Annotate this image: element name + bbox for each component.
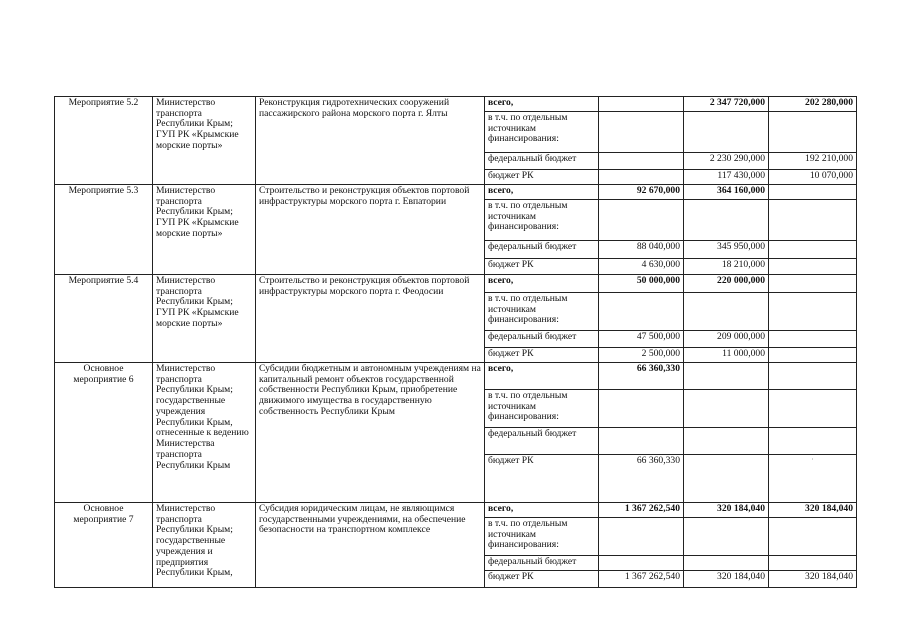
event-name-cell: Основное мероприятие 7 <box>55 503 153 588</box>
amount-cell <box>769 185 857 200</box>
source-label-cell: федеральный бюджет <box>485 556 599 571</box>
source-label-cell: в т.ч. по отдельным источникам финансирования: <box>485 293 599 331</box>
amount-cell <box>769 556 857 571</box>
amount-cell <box>769 259 857 275</box>
amount-cell <box>599 293 684 331</box>
source-label-cell: бюджет РК <box>485 259 599 275</box>
amount-cell <box>769 518 857 556</box>
source-label-cell: бюджет РК <box>485 170 599 185</box>
amount-cell <box>684 363 769 390</box>
source-label-cell: федеральный бюджет <box>485 428 599 455</box>
amount-cell: 2 500,000 <box>599 348 684 363</box>
amount-cell <box>684 556 769 571</box>
amount-cell: 345 950,000 <box>684 241 769 259</box>
amount-cell: 2 230 290,000 <box>684 153 769 170</box>
amount-cell <box>769 293 857 331</box>
table-row <box>55 275 857 293</box>
source-label-cell: в т.ч. по отдельным источникам финансирования: <box>485 200 599 241</box>
amount-cell: 1 367 262,540 <box>599 503 684 518</box>
amount-cell: 364 160,000 <box>684 185 769 200</box>
event-name-cell: Мероприятие 5.4 <box>55 275 153 363</box>
amount-cell <box>599 112 684 153</box>
amount-cell: 209 000,000 <box>684 331 769 348</box>
amount-cell <box>599 153 684 170</box>
description-cell: Субсидии бюджетным и автономным учреждениям на капитальный ремонт объектов государственной собственности Республики Крым, приобретение движимого имущества в государственную собственность Республики Крым <box>256 363 485 503</box>
amount-cell: 117 430,000 <box>684 170 769 185</box>
executor-cell: Министерство транспорта Республики Крым; государственные учреждения Республики Крым, отнесенные к ведению Министерства транспорта Республики Крым <box>153 363 256 503</box>
amount-cell <box>684 112 769 153</box>
description-cell: Реконструкция гидротехнических сооружений пассажирского района морского порта г. Ялты <box>256 97 485 185</box>
amount-cell: 47 500,000 <box>599 331 684 348</box>
amount-cell <box>769 112 857 153</box>
financing-table <box>54 96 857 588</box>
amount-cell <box>769 241 857 259</box>
amount-cell: 66 360,330 <box>599 363 684 390</box>
source-label-cell: в т.ч. по отдельным источникам финансирования: <box>485 390 599 428</box>
table-row <box>55 363 857 390</box>
description-cell: Субсидия юридическим лицам, не являющимся государственными учреждениями, на обеспечение безопасности на транспортном комплексе <box>256 503 485 588</box>
amount-cell <box>769 348 857 363</box>
description-cell: Строительство и реконструкция объектов портовой инфраструктуры морского порта г. Феодосии <box>256 275 485 363</box>
amount-cell: 320 184,040 <box>684 571 769 588</box>
amount-cell: 88 040,000 <box>599 241 684 259</box>
source-label-cell: в т.ч. по отдельным источникам финансирования: <box>485 518 599 556</box>
amount-cell <box>684 428 769 455</box>
amount-cell <box>684 518 769 556</box>
amount-cell <box>599 390 684 428</box>
source-label-cell: бюджет РК <box>485 571 599 588</box>
event-name-cell: Основное мероприятие 6 <box>55 363 153 503</box>
amount-cell <box>684 390 769 428</box>
amount-cell: 192 210,000 <box>769 153 857 170</box>
event-name-cell: Мероприятие 5.2 <box>55 97 153 185</box>
description-cell: Строительство и реконструкция объектов портовой инфраструктуры морского порта г. Евпатории <box>256 185 485 275</box>
source-label-cell: федеральный бюджет <box>485 241 599 259</box>
amount-cell: 66 360,330 <box>599 455 684 503</box>
event-name-cell: Мероприятие 5.3 <box>55 185 153 275</box>
amount-cell: 320 184,040 <box>684 503 769 518</box>
executor-cell: Министерство транспорта Республики Крым; ГУП РК «Крымские морские порты» <box>153 185 256 275</box>
amount-cell <box>684 293 769 331</box>
executor-cell: Министерство транспорта Республики Крым; ГУП РК «Крымские морские порты» <box>153 275 256 363</box>
amount-cell: 202 280,000 <box>769 97 857 112</box>
amount-cell <box>599 556 684 571</box>
source-label-cell: всего, <box>485 275 599 293</box>
amount-cell <box>599 200 684 241</box>
amount-cell <box>599 428 684 455</box>
amount-cell <box>684 200 769 241</box>
amount-cell: 320 184,040 <box>769 571 857 588</box>
table-row <box>55 503 857 518</box>
amount-cell: 50 000,000 <box>599 275 684 293</box>
source-label-cell: федеральный бюджет <box>485 331 599 348</box>
amount-cell <box>769 331 857 348</box>
amount-cell: 1 367 262,540 <box>599 571 684 588</box>
amount-cell <box>769 200 857 241</box>
amount-cell <box>599 170 684 185</box>
source-label-cell: бюджет РК <box>485 455 599 503</box>
amount-cell <box>599 518 684 556</box>
table-row <box>55 97 857 112</box>
amount-cell: 2 347 720,000 <box>684 97 769 112</box>
amount-cell <box>769 275 857 293</box>
source-label-cell: бюджет РК <box>485 348 599 363</box>
executor-cell: Министерство транспорта Республики Крым; государственные учреждения и предприятия Республики Крым, <box>153 503 256 588</box>
table-row <box>55 185 857 200</box>
tick-mark: · <box>769 455 857 503</box>
amount-cell: 4 630,000 <box>599 259 684 275</box>
amount-cell <box>684 455 769 503</box>
amount-cell: 10 070,000 <box>769 170 857 185</box>
amount-cell: 11 000,000 <box>684 348 769 363</box>
amount-cell <box>599 97 684 112</box>
executor-cell: Министерство транспорта Республики Крым; ГУП РК «Крымские морские порты» <box>153 97 256 185</box>
amount-cell: 18 210,000 <box>684 259 769 275</box>
source-label-cell: всего, <box>485 185 599 200</box>
amount-cell <box>769 428 857 455</box>
amount-cell: 320 184,040 <box>769 503 857 518</box>
amount-cell <box>769 363 857 390</box>
amount-cell: 220 000,000 <box>684 275 769 293</box>
source-label-cell: федеральный бюджет <box>485 153 599 170</box>
amount-cell <box>769 390 857 428</box>
source-label-cell: в т.ч. по отдельным источникам финансирования: <box>485 112 599 153</box>
amount-cell: 92 670,000 <box>599 185 684 200</box>
source-label-cell: всего, <box>485 503 599 518</box>
source-label-cell: всего, <box>485 97 599 112</box>
source-label-cell: всего, <box>485 363 599 390</box>
